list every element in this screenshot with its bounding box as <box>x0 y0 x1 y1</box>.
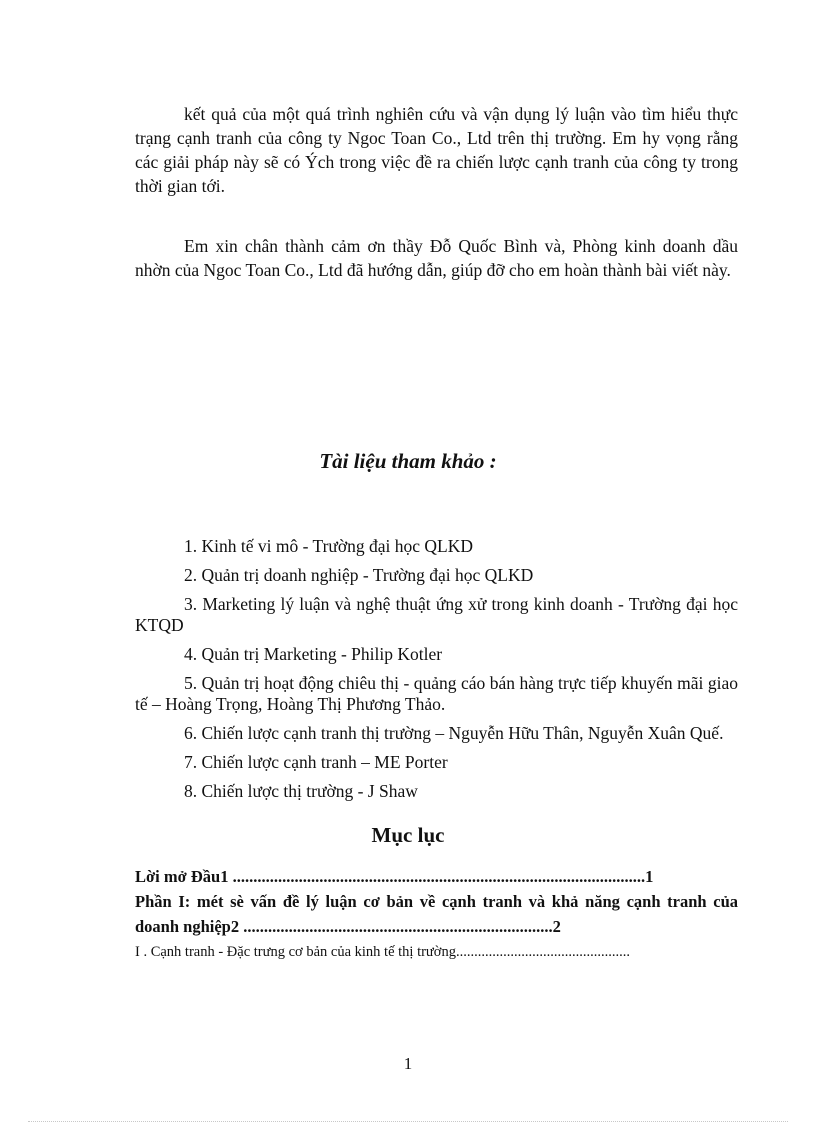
toc-title: Mục lục <box>371 823 445 847</box>
reference-item: 2. Quản trị doanh nghiệp - Trường đại học QLKD <box>184 565 534 585</box>
reference-item: 7. Chiến lược cạnh tranh – ME Porter <box>184 752 448 772</box>
references-list <box>135 536 738 810</box>
references-title: Tài liệu tham khảo : <box>319 449 497 473</box>
toc-entry[interactable]: I . Cạnh tranh - Đặc trưng cơ bản của kinh tế thị trường................................................ <box>135 944 630 960</box>
reference-item: 6. Chiến lược cạnh tranh thị trường – Nguyễn Hữu Thân, Nguyễn Xuân Quế. <box>184 723 724 743</box>
toc-entry[interactable]: Lời mở Đầu1 ....................................................................................................1 <box>135 867 654 886</box>
table-of-contents <box>135 864 738 963</box>
reference-item: 1. Kinh tế vi mô - Trường đại học QLKD <box>184 536 474 556</box>
page-footer-divider <box>28 1121 788 1122</box>
page-number: 1 <box>403 1054 413 1073</box>
reference-item: 3. Marketing lý luận và nghệ thuật ứng xử trong kinh doanh - Trường đại học KTQD <box>135 594 738 635</box>
reference-item: 8. Chiến lược thị trường - J Shaw <box>184 781 418 801</box>
reference-item: 5. Quản trị hoạt động chiêu thị - quảng cáo bán hàng trực tiếp khuyến mãi giao tế – Hoàng Trọng, Hoàng Thị Phương Thảo. <box>135 673 738 714</box>
thanks-paragraph: Em xin chân thành cảm ơn thầy Đỗ Quốc Bình và, Phòng kinh doanh dầu nhờn của Ngoc Toan Co., Ltd đã hướng dẫn, giúp đỡ cho em hoàn thành bài viết này. <box>135 236 738 280</box>
toc-entry[interactable]: Phần I: mét sè vấn đề lý luận cơ bản về cạnh tranh và khả năng cạnh tranh của doanh nghiệp2 ...........................................................................2 <box>135 892 738 936</box>
reference-item: 4. Quản trị Marketing - Philip Kotler <box>184 644 443 664</box>
intro-paragraph: kết quả của một quá trình nghiên cứu và vận dụng lý luận vào tìm hiểu thực trạng cạnh tranh của công ty Ngoc Toan Co., Ltd trên thị trường. Em hy vọng rằng các giải pháp này sẽ có Ých trong việc đề ra chiến lược cạnh tranh của công ty trong thời gian tới. <box>135 104 738 196</box>
